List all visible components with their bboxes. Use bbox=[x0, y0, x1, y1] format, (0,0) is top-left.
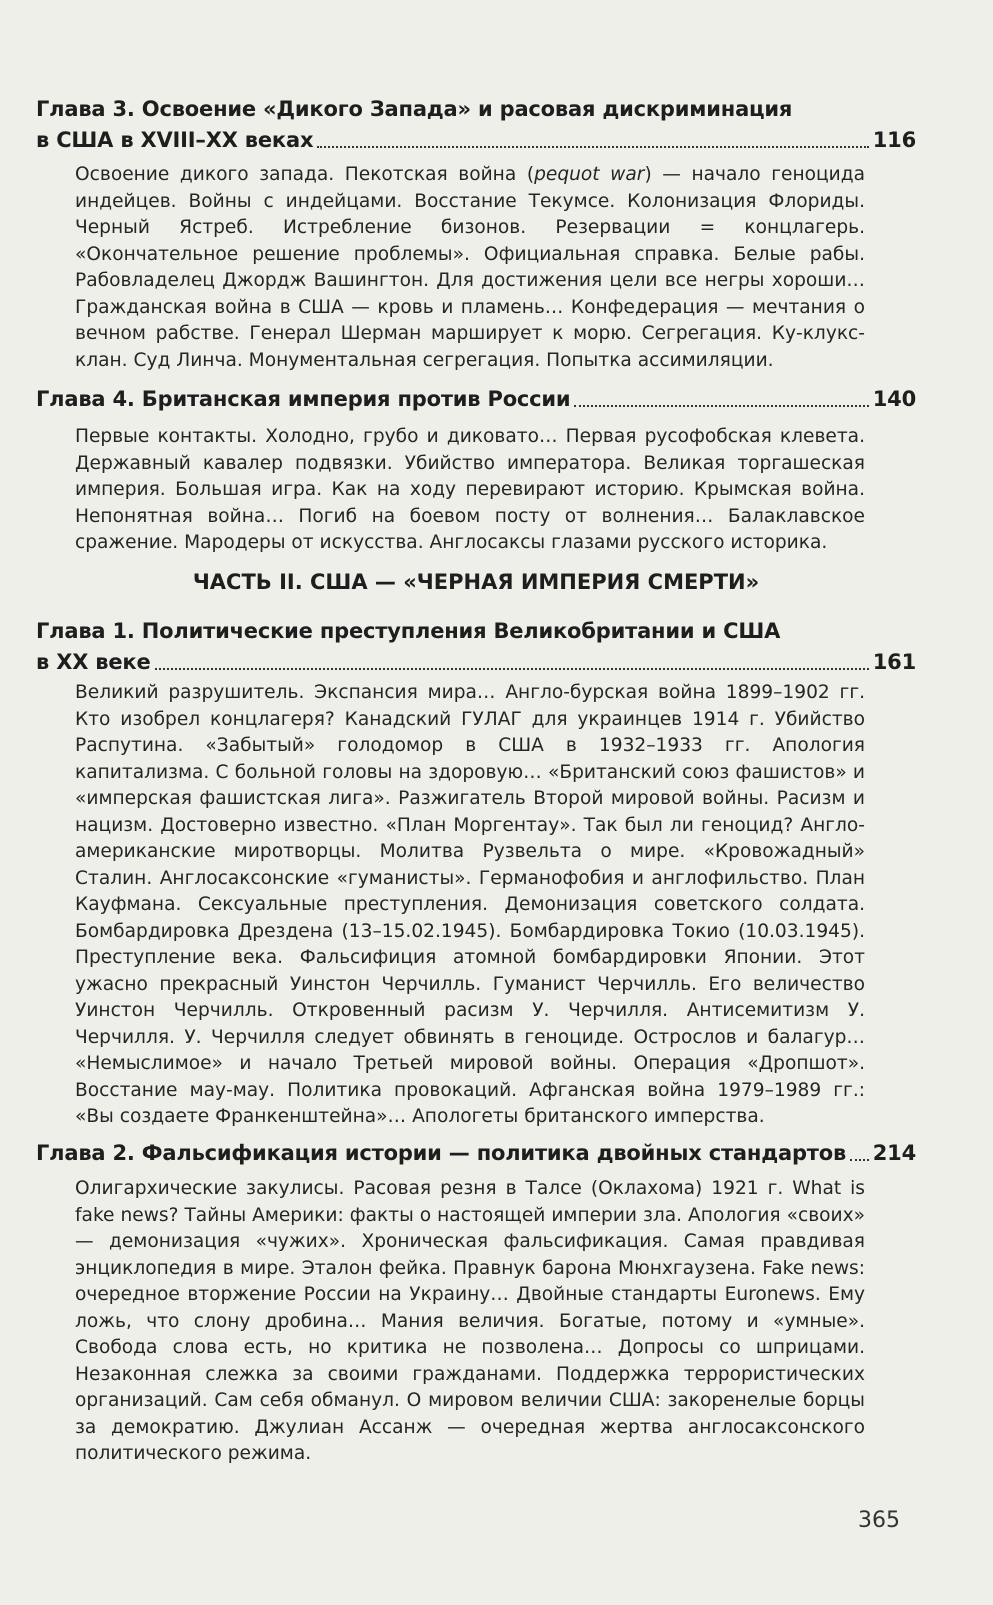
toc-title-text: Глава 4. Британская империя против России bbox=[36, 387, 571, 411]
leader-dots bbox=[155, 668, 869, 670]
toc-title-line-with-page bbox=[36, 125, 916, 156]
page-number: 365 bbox=[858, 1508, 900, 1533]
toc-page-number: 214 bbox=[872, 1141, 916, 1165]
description-italic-text: pequot war bbox=[534, 164, 645, 185]
toc-title-text: в XX веке bbox=[36, 650, 151, 674]
description-text: Освоение дикого запада. Пекотская война ( bbox=[75, 164, 535, 185]
toc-page-number: 161 bbox=[872, 650, 916, 674]
toc-entry-ch4-title[interactable] bbox=[36, 384, 916, 415]
toc-title-text: в США в XVIII–XX веках bbox=[36, 128, 314, 152]
leader-dots bbox=[317, 146, 868, 148]
toc-entry-p2ch1-description: Великий разрушитель. Экспансия мира… Англо-бурская война 1899–1902 гг. Кто изобрел концлагеря? Канадский ГУЛАГ для украинцев 1914 г. Убийство Распутина. «Забытый» голодомор в США в 1932–1933 гг. Апология капитализма. С больной головы на здоровую… «Британский союз фашистов» и «имперская фашистская лига». Разжигатель Второй мировой войны. Расизм и нацизм. Достоверно известно. «План Моргентау». Так был ли геноцид? Англо-американские миротворцы. Молитва Рузвельта о мире. «Кровожадный» Сталин. Англосаксонские «гуманисты». Германофобия и англофильство. План Кауфмана. Сексуальные преступления. Демонизация советского солдата. Бомбардировка Дрездена (13–15.02.1945). Бомбардировка Токио (10.03.1945). Преступление века. Фальсифиция атомной бомбардировки Японии. Этот ужасно прекрасный Уинстон Черчилль. Гуманист Черчилль. Его величество Уинстон Черчилль. Откровенный расизм У. Черчилля. Антисемитизм У. Черчилля. У. Черчилля следует обвинять в геноциде. Острослов и балагур… «Немыслимое» и начало Третьей мировой войны. Операция «Дропшот». Восстание мау-мау. Политика провокаций. Афганская война 1979–1989 гг.: «Вы создаете Франкенштейна»… Апологеты британского имперства. bbox=[75, 682, 865, 1127]
toc-entry-ch3-title[interactable] bbox=[36, 94, 916, 156]
toc-entry-ch4-description: Первые контакты. Холодно, грубо и диковато… Первая русофобская клевета. Державный кавалер подвязки. Убийство императора. Великая торгашеская империя. Большая игра. Как на ходу перевирают историю. Крымская война. Непонятная война… Погиб на боевом посту от волнения… Балаклавское сражение. Мародеры от искусства. Англосаксы глазами русского историка. bbox=[75, 426, 865, 553]
toc-title-line: Глава 1. Политические преступления Великобритании и США bbox=[36, 619, 781, 643]
toc-entry-p2ch2-description: Олигархические закулисы. Расовая резня в Талсе (Оклахома) 1921 г. What is fake news? Тайны Америки: факты о настоящей империи зла. Апология «своих» — демонизация «чужих». Хроническая фальсификация. Самая правдивая энциклопедия в мире. Эталон фейка. Правнук барона Мюнхгаузена. Fake news: очередное вторжение России на Украину… Двойные стандарты Euronews. Ему ложь, что слону дробина… Мания величия. Богатые, потому и «умные». Свобода слова есть, но критика не позволена… Допросы со шприцами. Незаконная слежка за своими гражданами. Поддержка террористических организаций. Сам себя обманул. О мировом величии США: закоренелые борцы за демократию. Джулиан Ассанж — очередная жертва англосаксонского политического режима. bbox=[75, 1178, 865, 1464]
toc-title-text: Глава 2. Фальсификация истории — политика двойных стандартов bbox=[36, 1141, 847, 1165]
toc-entry-p2ch1-title[interactable] bbox=[36, 616, 916, 678]
toc-page-number: 116 bbox=[872, 128, 916, 152]
description-text: ) — начало геноцида индейцев. Войны с индейцами. Восстание Текумсе. Колонизация Флориды. Черный Ястреб. Истребление бизонов. Резервации = концлагерь. «Окончательное решение проблемы». Официальная справка. Белые рабы. Рабовладелец Джордж Вашингтон. Для достижения цели все негры хороши… Гражданская война в США — кровь и пламень… Конфедерация — мечтания о вечном рабстве. Генерал Шерман марширует к морю. Сегрегация. Ку-клукс-клан. Суд Линча. Монументальная сегрегация. Попытка ассимиляции. bbox=[75, 164, 865, 371]
toc-title-line-with-page bbox=[36, 384, 916, 415]
part-heading[interactable]: ЧАСТЬ II. США — «ЧЕРНАЯ ИМПЕРИЯ СМЕРТИ» bbox=[192, 570, 760, 594]
toc-title-line: Глава 3. Освоение «Дикого Запада» и расовая дискриминация bbox=[36, 97, 793, 121]
toc-page-number: 140 bbox=[872, 387, 916, 411]
toc-entry-ch3-description bbox=[75, 162, 865, 374]
leader-dots bbox=[850, 1159, 869, 1161]
toc-entry-p2ch2-title[interactable] bbox=[36, 1138, 916, 1169]
toc-title-line-with-page bbox=[36, 1138, 916, 1169]
leader-dots bbox=[574, 405, 868, 407]
toc-title-line-with-page bbox=[36, 647, 916, 678]
